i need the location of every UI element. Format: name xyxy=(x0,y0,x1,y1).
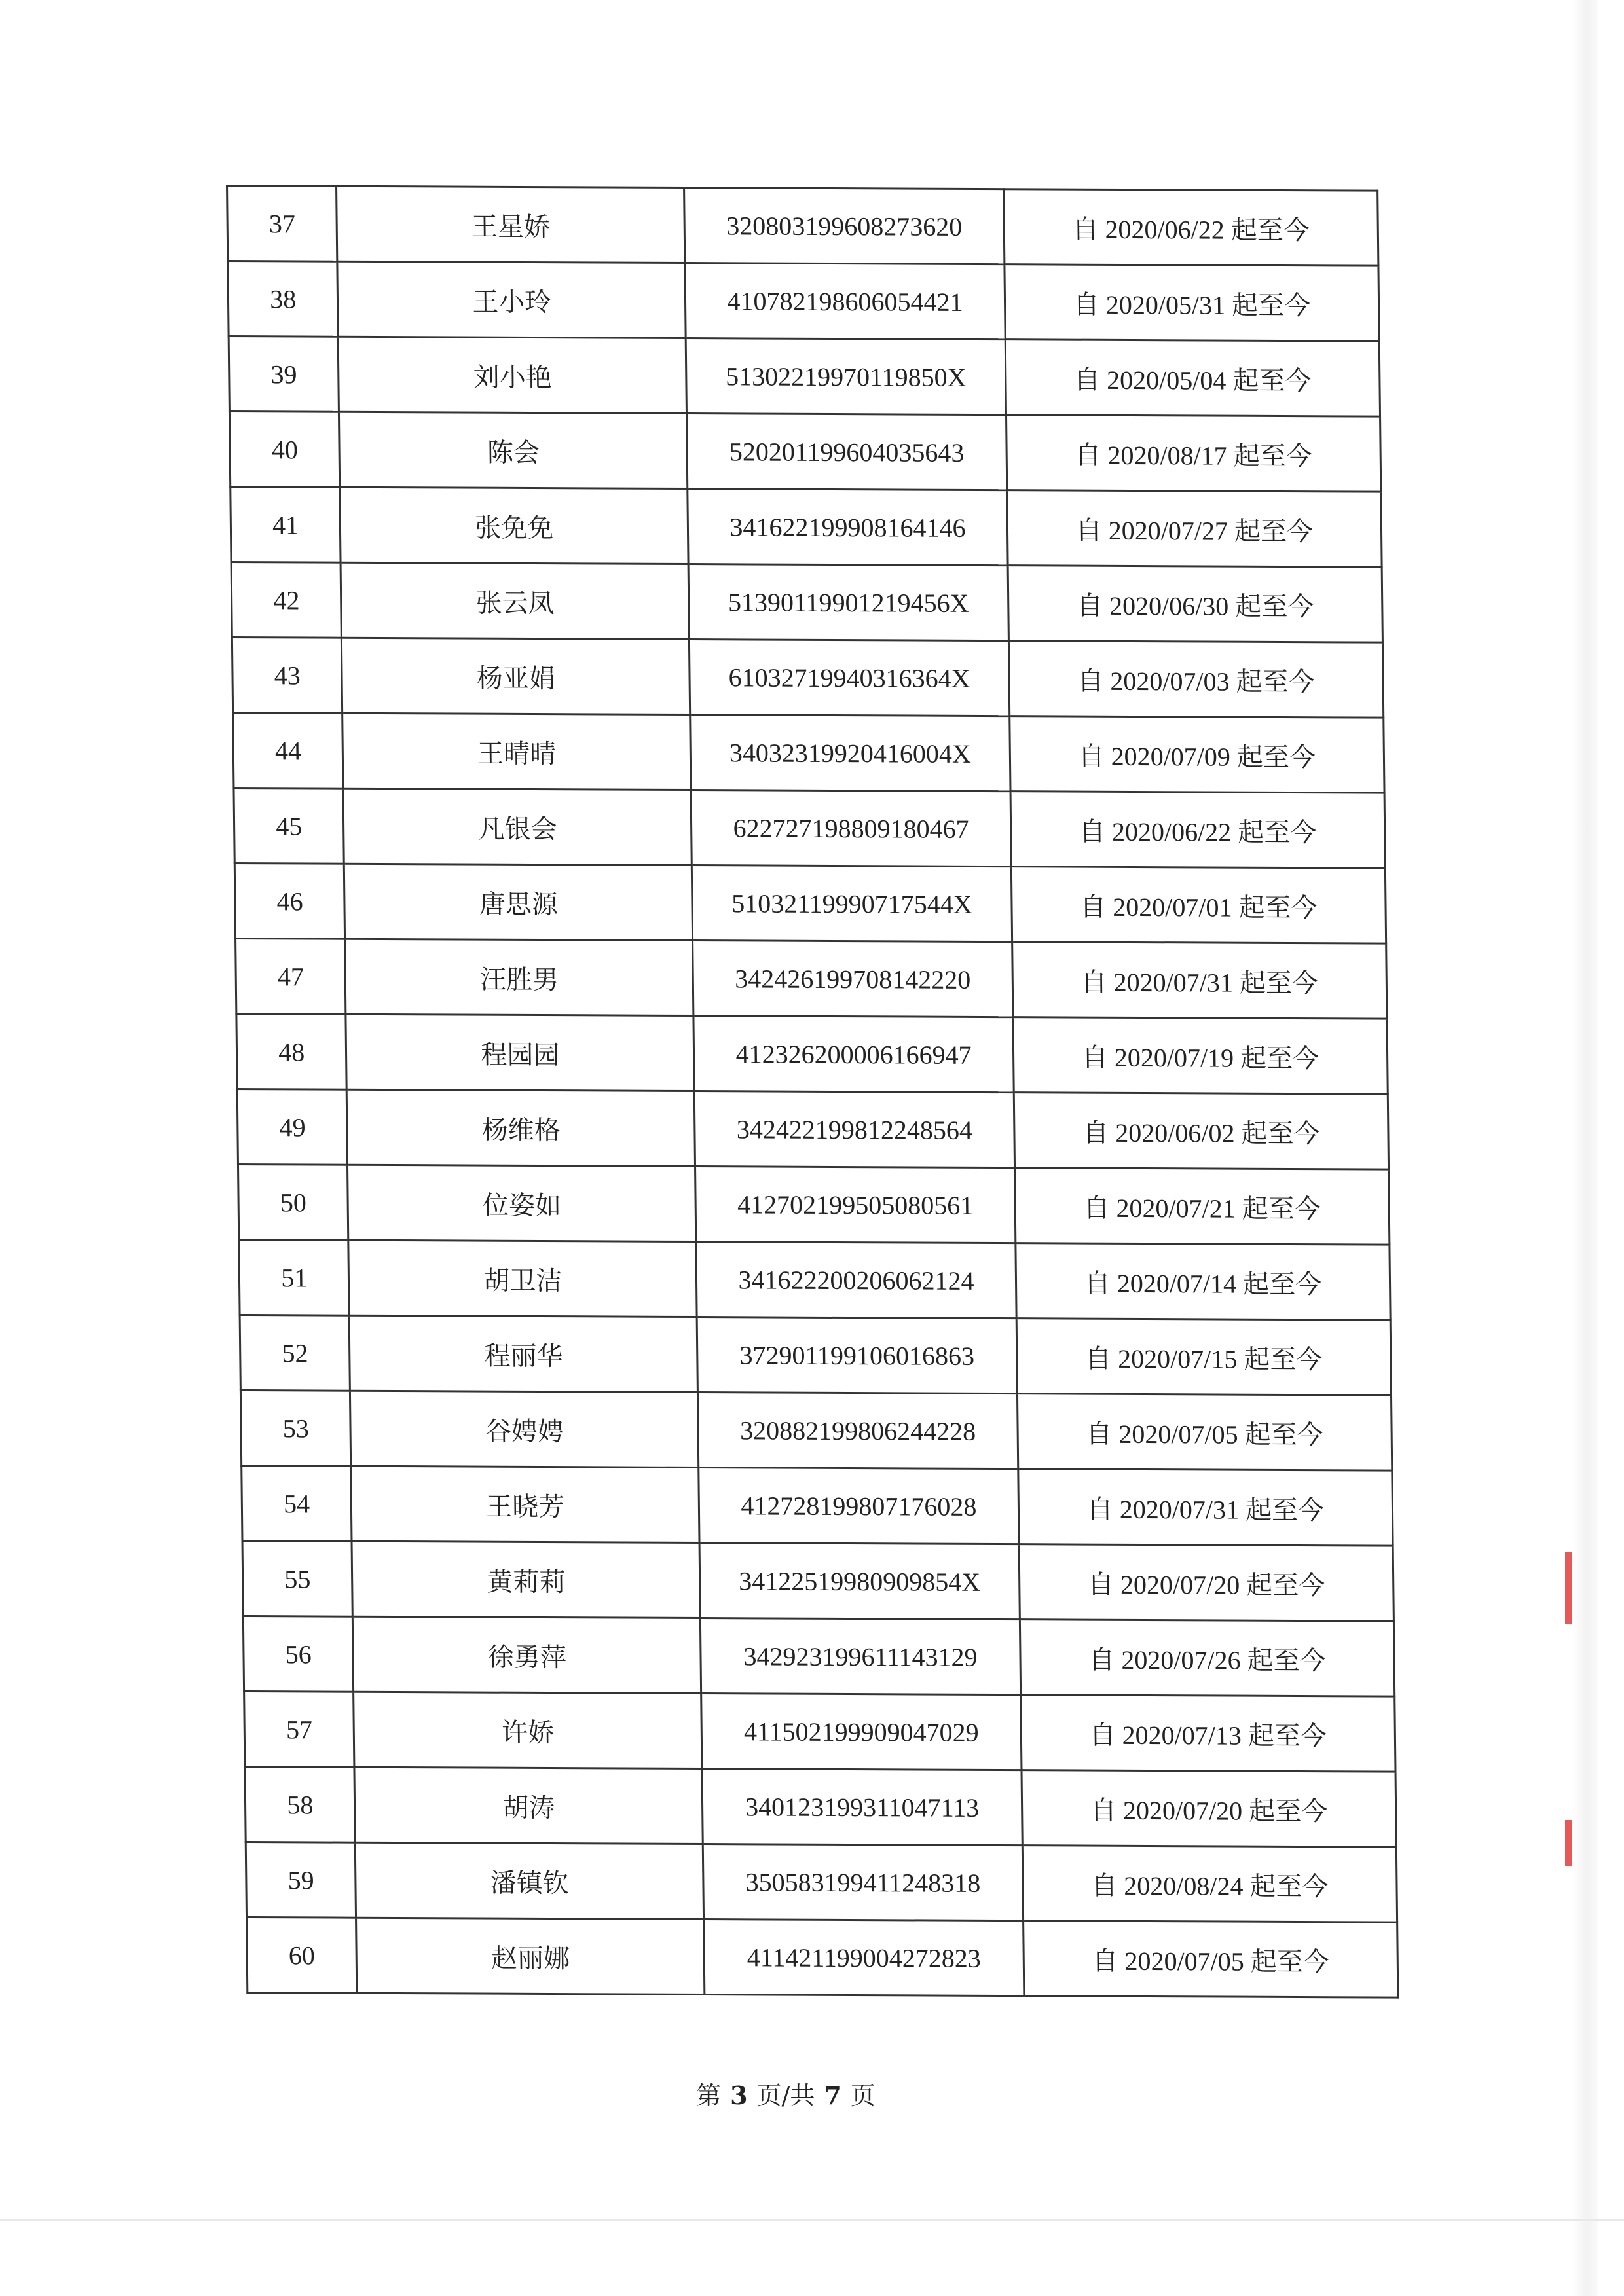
table-row xyxy=(242,1465,1393,1546)
row-number: 50 xyxy=(238,1164,348,1240)
table-row xyxy=(229,337,1380,417)
table-row xyxy=(234,863,1386,943)
id-number: 51302219970119850X xyxy=(686,338,1006,415)
table-row xyxy=(242,1540,1393,1621)
date-suffix: 起至今 xyxy=(1234,516,1314,547)
date-suffix: 起至今 xyxy=(1244,1419,1323,1450)
date-suffix: 起至今 xyxy=(1235,591,1314,622)
start-date-cell xyxy=(1022,1846,1397,1922)
start-date-cell xyxy=(1020,1620,1395,1696)
table-row xyxy=(243,1616,1394,1696)
person-name: 王小玲 xyxy=(337,261,686,338)
id-number: 342426199708142220 xyxy=(693,941,1013,1017)
date-suffix: 起至今 xyxy=(1241,1118,1320,1149)
start-date-cell xyxy=(1020,1695,1395,1772)
table-row xyxy=(237,1089,1388,1169)
start-date: 2020/05/31 xyxy=(1105,289,1226,320)
start-date: 2020/07/27 xyxy=(1108,515,1228,546)
footer-suffix: 页 xyxy=(850,2081,876,2110)
date-prefix: 自 xyxy=(1078,741,1105,772)
table-row xyxy=(246,1842,1397,1922)
table-row xyxy=(227,186,1378,266)
employee-table xyxy=(226,185,1399,1999)
table-row xyxy=(234,788,1385,868)
id-number: 51032119990717544X xyxy=(692,866,1012,942)
start-date: 2020/07/03 xyxy=(1110,666,1230,697)
scan-page-edge xyxy=(1572,0,1598,2296)
table-row xyxy=(236,938,1387,1019)
row-number: 51 xyxy=(239,1239,350,1315)
start-date: 2020/06/22 xyxy=(1105,214,1225,245)
start-date: 2020/05/04 xyxy=(1106,365,1227,395)
start-date: 2020/07/20 xyxy=(1120,1569,1240,1600)
person-name: 许娇 xyxy=(354,1692,702,1768)
person-name: 汪胜男 xyxy=(345,939,693,1015)
id-number: 350583199411248318 xyxy=(703,1844,1023,1921)
date-prefix: 自 xyxy=(1087,1569,1115,1600)
date-suffix: 起至今 xyxy=(1242,1269,1322,1300)
person-name: 凡银会 xyxy=(343,788,692,865)
start-date-cell xyxy=(1010,792,1386,868)
start-date-cell xyxy=(1006,415,1381,492)
date-prefix: 自 xyxy=(1083,1193,1110,1224)
person-name: 杨维格 xyxy=(347,1089,695,1166)
start-date-cell xyxy=(1013,1017,1388,1094)
date-prefix: 自 xyxy=(1090,1870,1118,1901)
start-date: 2020/07/21 xyxy=(1116,1193,1236,1224)
row-number: 54 xyxy=(242,1465,352,1541)
row-number: 49 xyxy=(237,1089,348,1165)
person-name: 黄莉莉 xyxy=(352,1541,700,1618)
row-number: 44 xyxy=(233,712,344,788)
date-suffix: 起至今 xyxy=(1247,1645,1326,1676)
id-number: 372901199106016863 xyxy=(697,1317,1017,1394)
date-suffix: 起至今 xyxy=(1230,215,1310,246)
id-number: 34122519980909854X xyxy=(699,1543,1020,1620)
start-date-cell xyxy=(1011,867,1386,943)
row-number: 40 xyxy=(229,412,340,488)
start-date: 2020/07/14 xyxy=(1116,1268,1237,1299)
start-date: 2020/07/09 xyxy=(1111,741,1231,772)
start-date-cell xyxy=(1005,340,1380,416)
person-name: 赵丽娜 xyxy=(356,1918,705,1994)
date-prefix: 自 xyxy=(1084,1343,1112,1374)
person-name: 程丽华 xyxy=(350,1315,698,1392)
table-row xyxy=(239,1239,1390,1320)
date-suffix: 起至今 xyxy=(1244,1344,1323,1375)
person-name: 胡涛 xyxy=(354,1767,703,1844)
footer-middle: 页/共 xyxy=(756,2081,815,2110)
start-date: 2020/06/22 xyxy=(1111,816,1232,847)
person-name: 王晓芳 xyxy=(351,1466,699,1542)
id-number: 340123199311047113 xyxy=(702,1769,1022,1846)
row-number: 42 xyxy=(231,562,342,638)
id-number: 411421199004272823 xyxy=(704,1920,1024,1996)
start-date: 2020/06/02 xyxy=(1115,1118,1235,1148)
start-date-cell xyxy=(1014,1168,1390,1245)
row-number: 47 xyxy=(236,938,346,1014)
start-date: 2020/08/24 xyxy=(1123,1870,1244,1901)
table-row xyxy=(238,1164,1389,1245)
row-number: 55 xyxy=(242,1540,353,1616)
table-row xyxy=(233,712,1384,793)
start-date-cell xyxy=(1022,1770,1397,1847)
start-date-cell xyxy=(1012,942,1387,1019)
date-suffix: 起至今 xyxy=(1237,817,1317,848)
row-number: 41 xyxy=(231,487,341,563)
start-date: 2020/07/05 xyxy=(1118,1419,1238,1449)
date-prefix: 自 xyxy=(1077,666,1104,697)
table-row xyxy=(229,412,1380,492)
id-number: 320803199608273620 xyxy=(684,188,1005,264)
table-row xyxy=(240,1390,1392,1470)
date-suffix: 起至今 xyxy=(1248,1796,1328,1827)
start-date-cell xyxy=(1003,189,1378,266)
person-name: 王晴晴 xyxy=(342,713,691,790)
date-suffix: 起至今 xyxy=(1238,892,1318,923)
person-name: 陈会 xyxy=(339,412,688,488)
table-row xyxy=(240,1315,1391,1395)
date-suffix: 起至今 xyxy=(1231,290,1311,321)
start-date-cell xyxy=(1017,1394,1392,1470)
start-date-cell xyxy=(1005,264,1380,341)
date-prefix: 自 xyxy=(1088,1645,1115,1675)
start-date-cell xyxy=(1023,1921,1398,1997)
id-number: 412702199505080561 xyxy=(695,1167,1016,1243)
date-suffix: 起至今 xyxy=(1236,742,1316,773)
start-date: 2020/07/19 xyxy=(1114,1042,1234,1073)
id-number: 622727198809180467 xyxy=(691,790,1011,867)
row-number: 52 xyxy=(240,1315,350,1391)
start-date: 2020/08/17 xyxy=(1107,440,1227,471)
start-date-cell xyxy=(1008,566,1383,642)
date-suffix: 起至今 xyxy=(1233,441,1312,471)
row-number: 57 xyxy=(244,1691,355,1767)
seal-fragment xyxy=(1565,1552,1572,1624)
table-row xyxy=(232,637,1383,718)
date-suffix: 起至今 xyxy=(1242,1194,1321,1224)
row-number: 46 xyxy=(234,863,345,939)
date-prefix: 自 xyxy=(1080,892,1107,922)
scan-bottom-edge xyxy=(0,2219,1624,2221)
start-date-cell xyxy=(1019,1544,1394,1621)
row-number: 56 xyxy=(243,1616,354,1692)
date-prefix: 自 xyxy=(1082,1118,1109,1148)
id-number: 34032319920416004X xyxy=(690,715,1010,792)
date-suffix: 起至今 xyxy=(1245,1495,1325,1525)
row-number: 37 xyxy=(227,186,338,262)
id-number: 51390119901219456X xyxy=(688,564,1008,641)
current-page: 3 xyxy=(730,2081,748,2110)
person-name: 位姿如 xyxy=(348,1165,696,1241)
page-footer xyxy=(0,2075,1572,2111)
start-date: 2020/07/15 xyxy=(1117,1343,1238,1374)
table-row xyxy=(236,1013,1388,1094)
person-name: 徐勇萍 xyxy=(353,1616,701,1693)
id-number: 342923199611143129 xyxy=(701,1618,1021,1695)
row-number: 59 xyxy=(246,1842,356,1918)
date-suffix: 起至今 xyxy=(1240,1043,1320,1074)
start-date: 2020/07/05 xyxy=(1124,1946,1245,1977)
date-suffix: 起至今 xyxy=(1249,1871,1329,1902)
row-number: 58 xyxy=(245,1766,356,1842)
person-name: 张免免 xyxy=(340,487,688,564)
date-prefix: 自 xyxy=(1086,1494,1113,1525)
start-date: 2020/07/13 xyxy=(1122,1720,1242,1751)
id-number: 341622200206062124 xyxy=(696,1242,1016,1319)
id-number: 410782198606054421 xyxy=(685,263,1005,340)
date-suffix: 起至今 xyxy=(1232,365,1312,396)
date-prefix: 自 xyxy=(1080,967,1107,998)
start-date-cell xyxy=(1016,1319,1392,1395)
date-prefix: 自 xyxy=(1075,440,1101,471)
start-date-cell xyxy=(1007,490,1382,567)
table-row xyxy=(244,1691,1395,1772)
date-prefix: 自 xyxy=(1081,1042,1109,1073)
date-prefix: 自 xyxy=(1090,1795,1117,1826)
start-date: 2020/07/26 xyxy=(1121,1645,1241,1675)
person-name: 胡卫洁 xyxy=(348,1240,697,1317)
person-name: 唐思源 xyxy=(344,864,693,940)
date-suffix: 起至今 xyxy=(1246,1570,1325,1601)
date-suffix: 起至今 xyxy=(1247,1721,1327,1751)
start-date-cell xyxy=(1016,1243,1391,1320)
row-number: 38 xyxy=(228,261,339,337)
date-prefix: 自 xyxy=(1076,591,1103,621)
footer-prefix: 第 xyxy=(696,2081,722,2110)
table-row xyxy=(247,1917,1398,1997)
start-date: 2020/07/31 xyxy=(1113,967,1234,998)
start-date-cell xyxy=(1018,1469,1393,1546)
table-row xyxy=(231,487,1382,568)
id-number: 411502199909047029 xyxy=(701,1694,1022,1770)
person-name: 程园园 xyxy=(346,1014,694,1091)
date-prefix: 自 xyxy=(1072,214,1099,245)
id-number: 342422199812248564 xyxy=(694,1091,1014,1168)
person-name: 刘小艳 xyxy=(339,337,687,413)
date-prefix: 自 xyxy=(1079,816,1106,847)
table-row xyxy=(228,261,1379,342)
person-name: 杨亚娟 xyxy=(342,638,690,714)
table-row xyxy=(231,562,1382,643)
id-number: 341622199908164146 xyxy=(688,489,1008,566)
id-number: 412326200006166947 xyxy=(693,1016,1014,1093)
id-number: 61032719940316364X xyxy=(690,640,1010,716)
date-prefix: 自 xyxy=(1084,1268,1111,1299)
date-suffix: 起至今 xyxy=(1239,968,1319,998)
row-number: 39 xyxy=(229,337,339,412)
person-name: 张云凤 xyxy=(341,562,689,639)
date-prefix: 自 xyxy=(1073,365,1101,395)
row-number: 45 xyxy=(234,788,344,864)
start-date-cell xyxy=(1008,641,1384,718)
start-date-cell xyxy=(1009,716,1384,793)
start-date: 2020/07/01 xyxy=(1113,892,1232,922)
date-suffix: 起至今 xyxy=(1236,666,1315,697)
person-name: 谷娉娉 xyxy=(350,1391,699,1467)
date-prefix: 自 xyxy=(1073,289,1100,320)
date-prefix: 自 xyxy=(1075,515,1103,546)
person-name: 王星娇 xyxy=(337,186,685,263)
id-number: 412728199807176028 xyxy=(699,1468,1019,1544)
date-suffix: 起至今 xyxy=(1250,1946,1330,1977)
date-prefix: 自 xyxy=(1092,1946,1118,1977)
start-date: 2020/07/31 xyxy=(1119,1494,1240,1525)
date-prefix: 自 xyxy=(1089,1720,1116,1751)
start-date: 2020/06/30 xyxy=(1109,591,1229,621)
row-number: 60 xyxy=(247,1917,358,1993)
person-name: 潘镇钦 xyxy=(356,1842,704,1919)
total-pages: 7 xyxy=(824,2081,841,2110)
id-number: 520201199604035643 xyxy=(687,414,1007,490)
row-number: 53 xyxy=(240,1390,351,1466)
row-number: 43 xyxy=(232,637,342,713)
id-number: 320882199806244228 xyxy=(698,1393,1018,1469)
seal-fragment xyxy=(1565,1820,1572,1866)
start-date: 2020/07/20 xyxy=(1122,1795,1243,1826)
date-prefix: 自 xyxy=(1086,1419,1113,1449)
start-date-cell xyxy=(1014,1093,1389,1169)
row-number: 48 xyxy=(236,1013,347,1089)
table-row xyxy=(245,1766,1396,1847)
